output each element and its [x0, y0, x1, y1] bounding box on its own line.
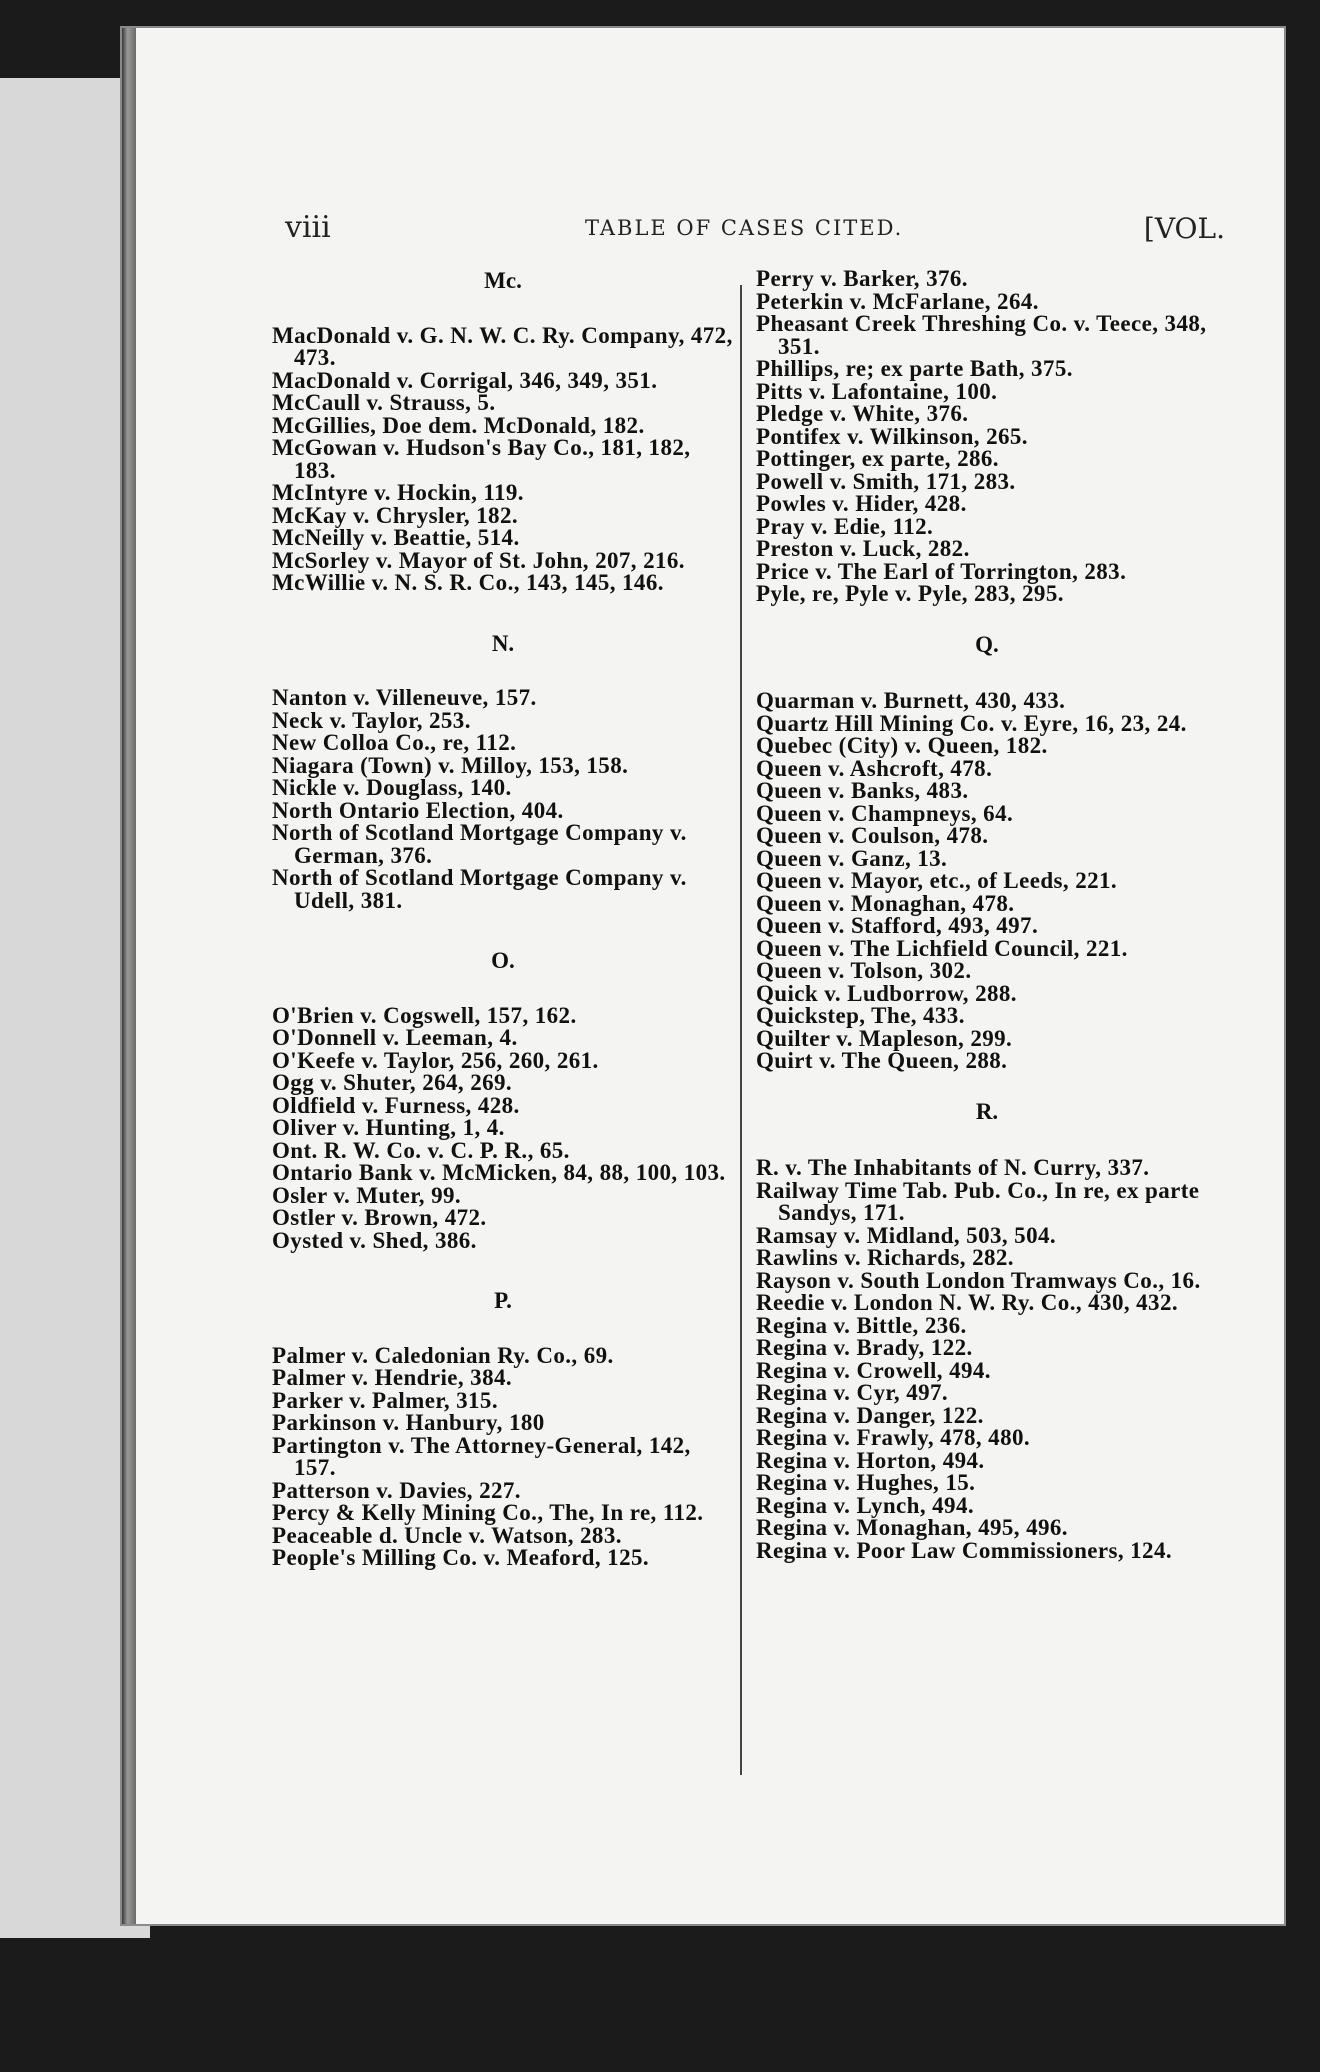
case-entry: Pontifex v. Wilkinson, 265.	[756, 423, 1028, 449]
case-entry: Ogg v. Shuter, 264, 269.	[272, 1070, 513, 1095]
left-column	[272, 268, 734, 1570]
case-entry: Parker v. Palmer, 315.	[272, 1387, 498, 1413]
case-entry: Preston v. Luck, 282.	[756, 536, 970, 561]
case-entry: Niagara (Town) v. Milloy, 153, 158.	[272, 752, 629, 778]
case-entry: Queen v. Coulson, 478.	[756, 823, 989, 848]
case-entry: Quickstep, The, 433.	[756, 1003, 965, 1028]
volume-marker: [VOL.	[1143, 212, 1225, 245]
case-entry: Pheasant Creek Threshing Co. v. Teece, 348, 351.	[756, 311, 1207, 359]
case-entry: Regina v. Monaghan, 495, 496.	[756, 1515, 1068, 1540]
case-entry: Regina v. Hughes, 15.	[756, 1470, 976, 1495]
case-entry: O'Donnell v. Leeman, 4.	[272, 1025, 518, 1050]
case-entry: Quick v. Ludborrow, 288.	[756, 980, 1017, 1006]
case-entry: Queen v. Monaghan, 478.	[756, 890, 1015, 916]
case-entry: Ramsay v. Midland, 503, 504.	[756, 1222, 1057, 1248]
case-entry: Ont. R. W. Co. v. C. P. R., 65.	[272, 1137, 570, 1163]
case-entry: MacDonald v. G. N. W. C. Ry. Company, 472, 473.	[272, 322, 733, 370]
case-entry: Queen v. Stafford, 493, 497.	[756, 913, 1039, 938]
case-entry: Rawlins v. Richards, 282.	[756, 1245, 1014, 1270]
case-entry: McGillies, Doe dem. McDonald, 182.	[272, 412, 645, 438]
case-entry: R. v. The Inhabitants of N. Curry, 337.	[756, 1155, 1150, 1180]
page-binding-edge	[122, 28, 136, 1924]
page-number: viii	[285, 210, 331, 245]
case-entry: Pottinger, ex parte, 286.	[756, 446, 999, 471]
case-entry: Partington v. The Attorney-General, 142, 157.	[272, 1432, 691, 1480]
case-entry: Queen v. Champneys, 64.	[756, 800, 1014, 826]
case-entry: O'Keefe v. Taylor, 256, 260, 261.	[272, 1047, 599, 1073]
case-entry: Powell v. Smith, 171, 283.	[756, 468, 1016, 494]
case-entry: Regina v. Brady, 122.	[756, 1335, 973, 1360]
case-entry: Patterson v. Davies, 227.	[272, 1477, 521, 1503]
case-entry: Reedie v. London N. W. Ry. Co., 430, 432.	[756, 1290, 1178, 1315]
case-entry: Regina v. Frawly, 478, 480.	[756, 1425, 1031, 1450]
case-entry: Nanton v. Villeneuve, 157.	[272, 685, 537, 710]
case-entry: McSorley v. Mayor of St. John, 207, 216.	[272, 547, 685, 573]
case-entry: McWillie v. N. S. R. Co., 143, 145, 146.	[272, 570, 664, 595]
case-entry: Regina v. Crowell, 494.	[756, 1357, 991, 1383]
case-entry: North of Scotland Mortgage Company v. Udell, 381.	[272, 865, 687, 913]
case-entry: Regina v. Lynch, 494.	[756, 1492, 974, 1518]
case-entry: Price v. The Earl of Torrington, 283.	[756, 558, 1127, 584]
case-entry: Regina v. Poor Law Commissioners, 124.	[756, 1537, 1172, 1563]
case-entry: McKay v. Chrysler, 182.	[272, 502, 518, 528]
case-entry: McCaull v. Strauss, 5.	[272, 390, 496, 415]
case-entry: Ostler v. Brown, 472.	[272, 1205, 487, 1230]
case-entry: People's Milling Co. v. Meaford, 125.	[272, 1545, 650, 1570]
case-entry: Quirt v. The Queen, 288.	[756, 1048, 1008, 1073]
case-entry: Queen v. Ashcroft, 478.	[756, 755, 993, 781]
case-entry: Regina v. Cyr, 497.	[756, 1380, 949, 1405]
case-entry: Queen v. Ganz, 13.	[756, 845, 948, 871]
running-title: TABLE OF CASES CITED.	[585, 216, 904, 240]
case-entry: Osler v. Muter, 99.	[272, 1182, 462, 1208]
case-entry: Peterkin v. McFarlane, 264.	[756, 288, 1039, 314]
case-entry: McIntyre v. Hockin, 119.	[272, 480, 524, 505]
case-entry: Oldfield v. Furness, 428.	[272, 1092, 520, 1118]
column-divider	[740, 285, 742, 1775]
case-entry: Parkinson v. Hanbury, 180	[272, 1410, 545, 1435]
case-entry: Regina v. Bittle, 236.	[756, 1312, 967, 1338]
case-entry: North of Scotland Mortgage Company v. German, 376.	[272, 820, 687, 868]
case-entry: Regina v. Horton, 494.	[756, 1447, 985, 1473]
case-entry: Phillips, re; ex parte Bath, 375.	[756, 356, 1073, 381]
case-entry: North Ontario Election, 404.	[272, 797, 564, 823]
section-heading: Mc.	[484, 268, 522, 293]
case-entry: Neck v. Taylor, 253.	[272, 707, 471, 733]
section-heading: N.	[491, 630, 515, 656]
section-heading: P.	[494, 1288, 512, 1313]
case-entry: Quebec (City) v. Queen, 182.	[756, 733, 1048, 758]
case-entry: McGowan v. Hudson's Bay Co., 181, 182, 183.	[272, 435, 691, 483]
case-entry: Peaceable d. Uncle v. Watson, 283.	[272, 1522, 622, 1548]
case-entry: Pledge v. White, 376.	[756, 401, 969, 426]
case-entry: O'Brien v. Cogswell, 157, 162.	[272, 1002, 577, 1028]
case-entry: McNeilly v. Beattie, 514.	[272, 525, 520, 550]
case-entry: Regina v. Danger, 122.	[756, 1402, 984, 1428]
case-entry: Ontario Bank v. McMicken, 84, 88, 100, 103.	[272, 1160, 726, 1185]
case-entry: Oliver v. Hunting, 1, 4.	[272, 1115, 505, 1140]
case-entry: Queen v. Tolson, 302.	[756, 958, 972, 983]
case-entry: Rayson v. South London Tramways Co., 16.	[756, 1267, 1201, 1293]
case-entry: Pitts v. Lafontaine, 100.	[756, 378, 998, 404]
section-heading: R.	[975, 1098, 999, 1124]
case-entry: Queen v. Mayor, etc., of Leeds, 221.	[756, 868, 1118, 893]
case-entry: Nickle v. Douglass, 140.	[272, 775, 512, 800]
case-entry: Quarman v. Burnett, 430, 433.	[756, 688, 1066, 713]
case-entry: Queen v. The Lichfield Council, 221.	[756, 935, 1128, 961]
case-entry: Pray v. Edie, 112.	[756, 513, 934, 539]
case-entry: Pyle, re, Pyle v. Pyle, 283, 295.	[756, 581, 1064, 606]
case-entry: Quartz Hill Mining Co. v. Eyre, 16, 23, 24.	[756, 710, 1187, 736]
right-column	[756, 268, 1218, 1562]
case-entry: Percy & Kelly Mining Co., The, In re, 112.	[272, 1500, 704, 1525]
case-entry: Quilter v. Mapleson, 299.	[756, 1025, 1013, 1051]
case-entry: Palmer v. Hendrie, 384.	[272, 1365, 513, 1390]
case-entry: Railway Time Tab. Pub. Co., In re, ex parte Sandys, 171.	[756, 1177, 1200, 1225]
section-heading: Q.	[975, 631, 999, 657]
section-heading: O.	[491, 948, 515, 973]
case-entry: Palmer v. Caledonian Ry. Co., 69.	[272, 1342, 614, 1368]
case-entry: Powles v. Hider, 428.	[756, 491, 967, 516]
running-head	[285, 208, 1225, 248]
case-entry: MacDonald v. Corrigal, 346, 349, 351.	[272, 367, 658, 393]
case-entry: Queen v. Banks, 483.	[756, 778, 969, 803]
case-entry: Perry v. Barker, 376.	[756, 266, 968, 291]
case-entry: New Colloa Co., re, 112.	[272, 730, 517, 755]
case-entry: Oysted v. Shed, 386.	[272, 1227, 477, 1253]
